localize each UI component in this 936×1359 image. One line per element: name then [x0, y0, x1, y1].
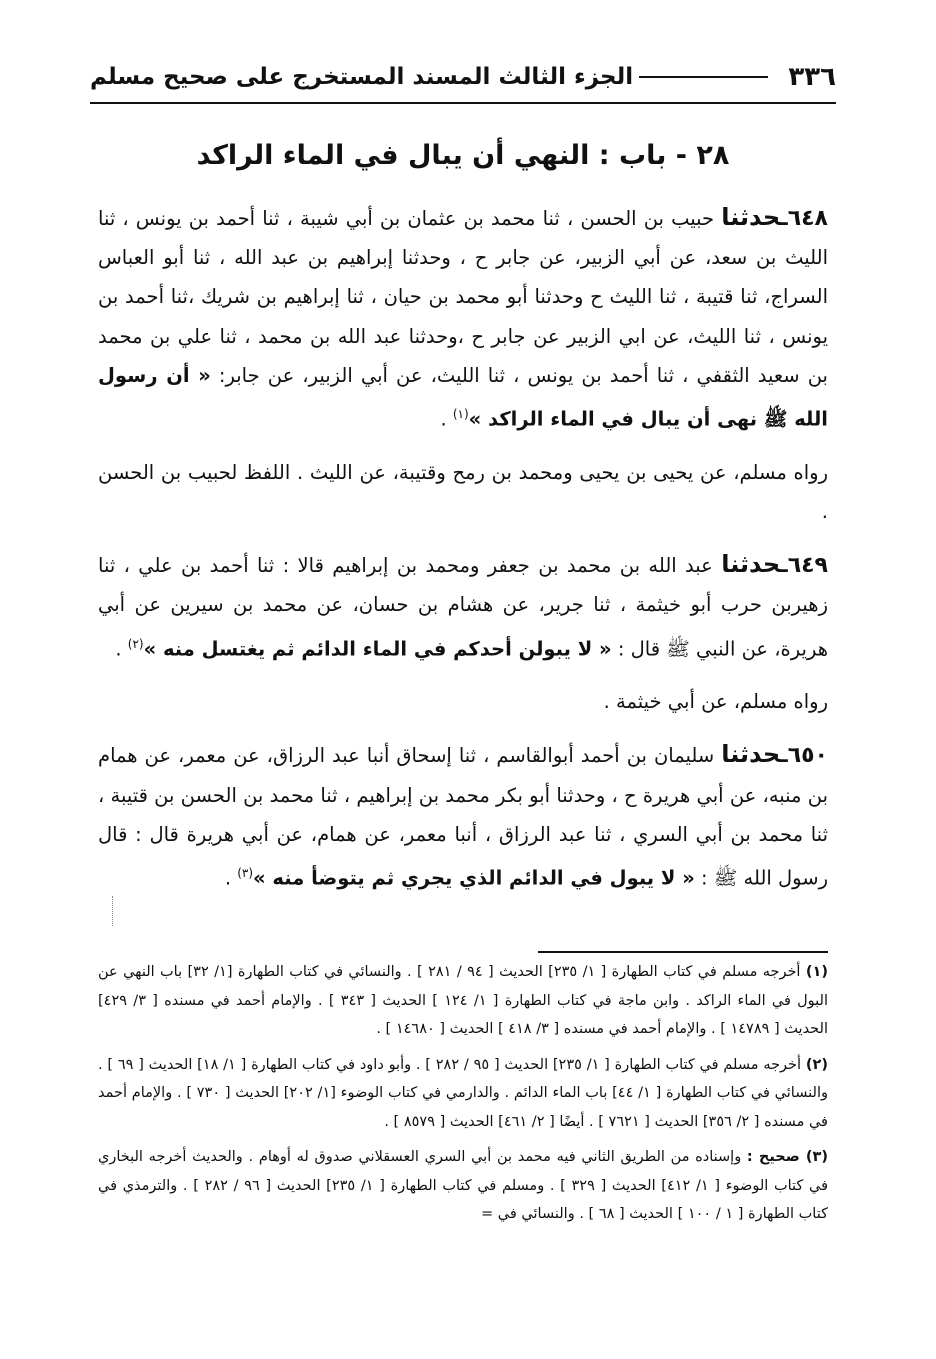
- margin-mark: [112, 896, 117, 926]
- isnad-text: عبد الله بن محمد بن جعفر ومحمد بن إبراهيم قالا : ثنا أحمد بن علي ، ثنا زهيربن حرب أبو خيثمة ، ثنا جرير، عن هشام بن حسان، عن محمد بن سيرين عن أبي هريرة، عن النبي ﷺ قال :: [98, 554, 828, 661]
- hadith-end: .: [224, 866, 238, 890]
- isnad-text: سليمان بن أحمد أبوالقاسم ، ثنا إسحاق أنبا عبد الرزاق، عن معمر، عن همام بن منبه، عن أبي هريرة ح ، وحدثنا أبو بكر محمد بن إبراهيم ، ثنا محمد بن الحسن بن قتيبة ، ثنا محمد بن أبي السري ، ثنا عبد الرزاق ، أنبا معمر، عن همام، عن أبي هريرة قال : قال رسول الله ﷺ :: [98, 744, 828, 890]
- footnote-ref: (٣): [237, 866, 254, 881]
- haddathana-word: حدثنا: [721, 203, 781, 231]
- footnote-2: [98, 1051, 828, 1137]
- footnote-separator: [538, 951, 828, 953]
- page-header: [90, 52, 836, 104]
- hadith-end: .: [440, 407, 453, 431]
- header-rule: [639, 76, 768, 78]
- riwaya-648: رواه مسلم، عن يحيى بن يحيى ومحمد بن رمح وقتيبة، عن الليث . اللفظ لحبيب بن الحسن .: [98, 460, 828, 523]
- hadith-end: .: [115, 637, 128, 661]
- footnote-label: (٣) صحيح :: [746, 1149, 828, 1165]
- footnote-1: [98, 958, 828, 1044]
- isnad-text: حبيب بن الحسن ، ثنا محمد بن عثمان بن أبي شيبة ، ثنا أحمد بن يونس ، ثنا الليث بن سعد، عن أبي الزبير، عن جابر ح ، وحدثنا إبراهيم بن عبد الله ، ثنا أبو العباس السراج، ثنا قتيبة ، ثنا الليث ح وحدثنا أبو محمد بن حيان ، ثنا إبراهيم بن شريك ،ثنا أحمد بن يونس ، ثنا الليث، عن ابي الزبير عن جابر ح ،وحدثنا عبد الله بن محمد ، ثنا علي بن محمد بن سعيد الثقفي ، ثنا أحمد بن يونس ، ثنا الليث، عن أبي الزبير، عن جابر:: [98, 207, 828, 387]
- main-text: [98, 198, 828, 912]
- matn-text: « لا يبولن أحدكم في الماء الدائم ثم يغتسل منه »: [143, 637, 612, 661]
- running-title: الجزء الثالث المسند المستخرج على صحيح مسلم: [90, 64, 634, 90]
- footnote-text: وإسناده من الطريق الثاني فيه محمد بن أبي السري العسقلاني صدوق له أوهام . والحديث أخرجه البخاري في كتاب الوضوء [ ١/ ٤١٢] الحديث [ ٣٢٩ ] . ومسلم في كتاب الطهارة [ ١/ ٢٣٥] الحديث [ ٩٦ / ٢٨٢ ] . والترمذي في كتاب الطهارة [ ١ / ١٠٠ ] الحديث [ ٦٨ ] . والنسائي في =: [98, 1149, 829, 1222]
- footnote-label: (٢): [805, 1056, 828, 1073]
- haddathana-word: حدثنا: [721, 740, 781, 769]
- footnote-ref: (١): [452, 407, 469, 422]
- chapter-title: ٢٨ - باب : النهي أن يبال في الماء الراكد: [196, 140, 730, 171]
- footnote-ref: (٢): [127, 636, 144, 651]
- hadith-648: [98, 198, 828, 439]
- matn-text: « لا يبول في الدائم الذي يجري ثم يتوضأ منه »: [253, 866, 695, 890]
- footnote-text: أخرجه مسلم في كتاب الطهارة [ ١/ ٢٣٥] الحديث [ ٩٥ / ٢٨٢ ] . وأبو داود في كتاب الطهارة [ ١/ ١٨] الحديث [ ٦٩ ] . والنسائي في كتاب الطهارة [ ١/ ٤٤] باب الماء الدائم . والدارمي في كتاب الوضوء [١/ ٢٠٢] الحديث [ ٧٣٠ ] . والإمام أحمد في مسنده [ ٢/ ٣٥٦] الحديث [ ٧٦٢١ ] . أيضًا [ ٢/ ٤٦١] الحديث [ ٨٥٧٩ ] .: [98, 1056, 828, 1130]
- hadith-649: [98, 545, 828, 668]
- page-number: ٣٣٦: [788, 62, 836, 92]
- footnotes: [98, 958, 828, 1236]
- hadith-number: ٦٤٨ـ: [780, 206, 828, 231]
- hadith-650: [98, 735, 828, 897]
- footnote-label: (١): [805, 964, 828, 980]
- matn-text: « أن رسول الله ﷺ نهى أن يبال في الماء الراكد »: [98, 363, 828, 431]
- riwaya-649: رواه مسلم، عن أبي خيثمة .: [603, 690, 828, 714]
- hadith-number: ٦٥٠ـ: [780, 743, 828, 769]
- footnote-text: أخرجه مسلم في كتاب الطهارة [ ١/ ٢٣٥] الحديث [ ٩٤ / ٢٨١ ] . والنسائي في كتاب الطهارة [١/ ٣٢] باب النهي عن البول في الماء الراكد . وابن ماجة في كتاب الطهارة [ ١/ ١٢٤ ] الحديث [ ٣٤٣ ] . والإمام أحمد في مسنده [ ٣/ ٤٢٩] الحديث [ ١٤٧٨٩ ] . والإمام أحمد في مسنده [ ٣/ ٤١٨ ] الحديث [ ١٤٦٨٠ ] .: [98, 964, 828, 1037]
- footnote-3: [98, 1143, 828, 1229]
- hadith-number: ٦٤٩ـ: [780, 553, 828, 579]
- haddathana-word: حدثنا: [721, 550, 781, 579]
